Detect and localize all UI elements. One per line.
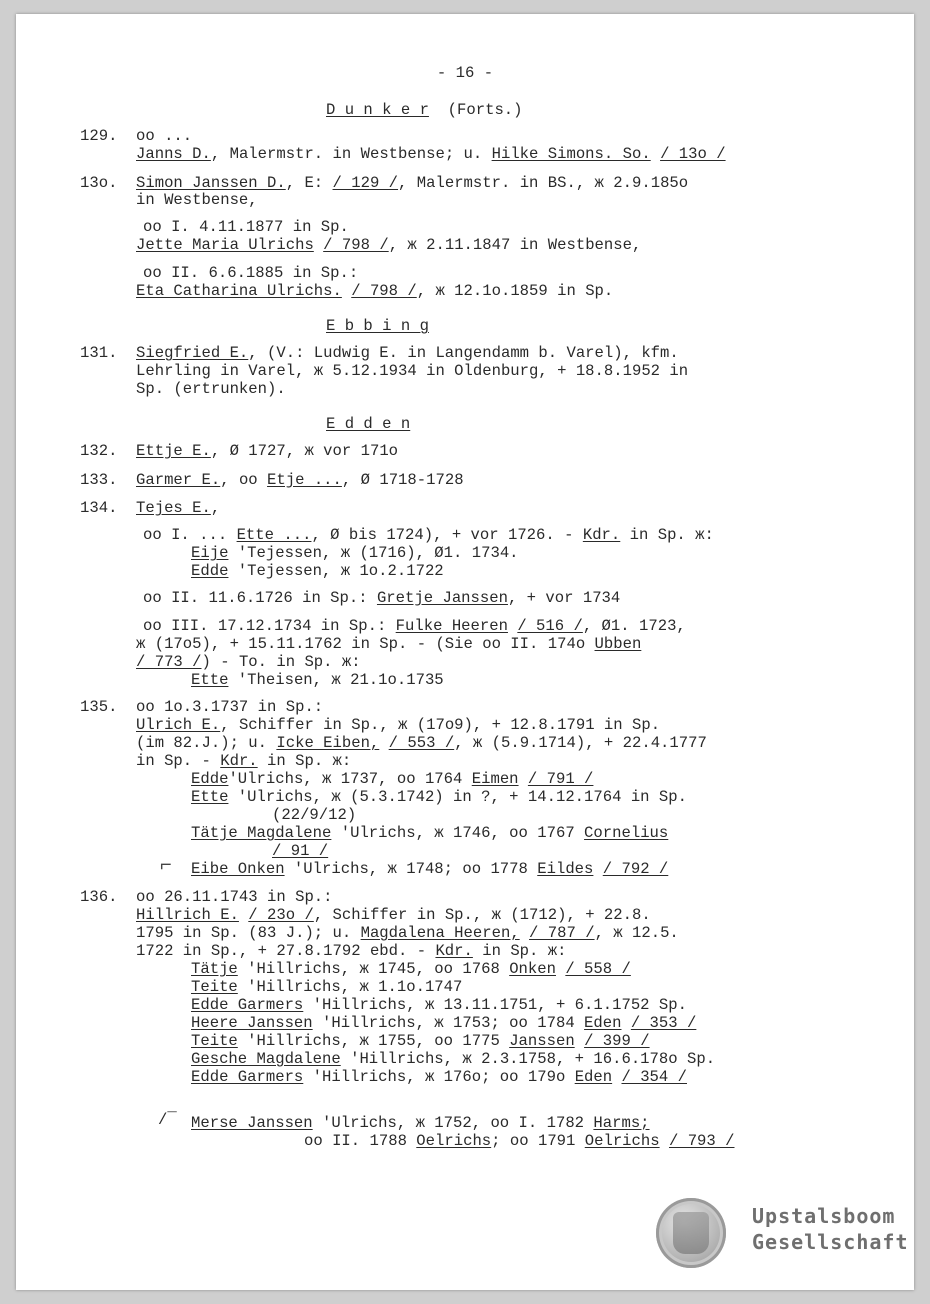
entry-line <box>136 734 707 752</box>
entry-text: 'Theisen, ж 21.1o.1735 <box>228 671 444 689</box>
logo-text-line2: Gesellschaft <box>752 1230 909 1254</box>
entry-line <box>136 906 651 924</box>
entry-number: 132. <box>80 442 118 460</box>
entry-text: 'Tejessen, ж 1o.2.1722 <box>228 562 444 580</box>
child-line <box>191 671 444 689</box>
heading-title: E d d e n <box>326 415 411 433</box>
entry-text: , Ø bis 1724), + vor 1726. - <box>311 526 583 544</box>
person-name: Garmer E. <box>136 471 221 489</box>
footnote-marker: ⌐ <box>160 854 172 876</box>
entry-number: 133. <box>80 471 118 489</box>
entry-line <box>136 942 566 960</box>
entry-text: 'Tejessen, ж (1716), Ø1. 1734. <box>228 544 519 562</box>
reference-link: / 13o / <box>660 145 726 163</box>
spouse-name: Ette ... <box>236 526 312 544</box>
entry-text: , Schiffer in Sp., ж (17o9), + 12.8.1791 in Sp. <box>220 716 661 734</box>
spouse-name: Onken <box>509 960 556 978</box>
entry-text: ж (17o5), + 15.11.1762 in Sp. - (Sie oo II. 174o <box>136 635 595 653</box>
children-label: Kdr. <box>582 526 621 544</box>
child-line <box>191 860 668 878</box>
entry-text: 'Ulrichs, ж 1737, oo 1764 <box>228 770 472 788</box>
reference-link: / 516 / <box>517 617 583 635</box>
reference-link: / 787 / <box>529 924 595 942</box>
child-line <box>191 1068 687 1086</box>
spouse-name: Hilke Simons. So. <box>491 145 651 163</box>
entry-text: , Schiffer in Sp., ж (1712), + 22.8. <box>313 906 651 924</box>
heading-suffix: (Forts.) <box>447 101 523 119</box>
entry-text: , ж 12.1o.1859 in Sp. <box>416 282 614 300</box>
person-name: Siegfried E. <box>136 344 249 362</box>
marriage-line: oo II. 6.6.1885 in Sp.: <box>143 264 359 282</box>
entry-line: Lehrling in Varel, ж 5.12.1934 in Oldenburg, + 18.8.1952 in <box>136 362 689 380</box>
entry-text: , + vor 1734 <box>507 589 621 607</box>
marriage-line: oo 26.11.1743 in Sp.: <box>136 888 333 906</box>
entry-text: ) - To. in Sp. ж: <box>201 653 361 671</box>
child-name: Heere Janssen <box>191 1014 313 1032</box>
spouse-name: Harms; <box>593 1114 650 1132</box>
marriage-line <box>143 617 686 635</box>
entry-text: oo II. 11.6.1726 in Sp.: <box>143 589 377 607</box>
child-name: Gesche Magdalene <box>191 1050 341 1068</box>
spouse-name: Icke Eiben, <box>276 734 380 752</box>
entry-text: , Ø 1727, ж vor 171o <box>210 442 399 460</box>
spouse-name: Fulke Heeren <box>395 617 508 635</box>
marriage-line: oo 1o.3.1737 in Sp.: <box>136 698 324 716</box>
spouse-name: Cornelius <box>584 824 669 842</box>
spouse-name: Janssen <box>509 1032 575 1050</box>
entry-text: 'Hillrichs, ж 176o; oo 179o <box>303 1068 575 1086</box>
entry-text: , oo <box>220 471 268 489</box>
child-line <box>191 1014 696 1032</box>
footnote-line <box>191 1114 650 1132</box>
spouse-name: Etje ... <box>267 471 342 489</box>
entry-text: ; oo 1791 <box>491 1132 585 1150</box>
entry-line <box>136 716 660 734</box>
child-line <box>191 1050 715 1068</box>
reference-link: / 798 / <box>351 282 417 300</box>
spouse-name: Eta Catharina Ulrichs. <box>136 282 342 300</box>
child-name: Edde Garmers <box>191 1068 304 1086</box>
child-line <box>191 1032 650 1050</box>
reference-link: / 129 / <box>332 174 399 192</box>
child-line <box>191 996 687 1014</box>
document-page <box>16 14 914 1290</box>
footnote-marker: /¯ <box>158 1111 177 1129</box>
entry-number: 13o. <box>80 174 118 192</box>
children-label: Kdr. <box>435 942 473 960</box>
entry-text: oo I. ... <box>143 526 237 544</box>
entry-text: 'Hillrichs, ж 1745, oo 1768 <box>237 960 510 978</box>
entry-number: 136. <box>80 888 118 906</box>
spouse-name: Oelrichs <box>584 1132 660 1150</box>
entry-text: 'Hillrichs, ж 13.11.1751, + 6.1.1752 Sp. <box>303 996 687 1014</box>
entry-line: Sp. (ertrunken). <box>136 380 286 398</box>
reference-link: / 558 / <box>565 960 631 978</box>
entry-text: , (V.: Ludwig E. in Langendamm b. Varel), kfm. <box>248 344 679 362</box>
entry-line <box>136 442 398 460</box>
reference-link: / 553 / <box>388 734 455 752</box>
child-name: Eibe Onken <box>191 860 285 878</box>
child-name: Edde Garmers <box>191 996 304 1014</box>
entry-number: 129. <box>80 127 118 145</box>
entry-line <box>136 653 361 671</box>
person-name: Tejes E. <box>136 499 211 517</box>
entry-text: in Sp. ж: <box>257 752 352 770</box>
marriage-line: oo I. 4.11.1877 in Sp. <box>143 218 349 236</box>
entry-text: oo II. 1788 <box>304 1132 417 1150</box>
section-heading-ebbing <box>326 317 429 335</box>
entry-line <box>136 344 679 362</box>
heading-title: D u n k e r <box>326 101 429 119</box>
child-name: Ette <box>191 671 229 689</box>
entry-line <box>136 499 220 517</box>
child-name: Tätje Magdalene <box>191 824 332 842</box>
entry-text: 'Hillrichs, ж 1753; oo 1784 <box>312 1014 585 1032</box>
footnote-line <box>304 1132 735 1150</box>
children-label: Kdr. <box>220 752 258 770</box>
entry-text: (im 82.J.); u. <box>136 734 277 752</box>
spouse-name: Ubben <box>594 635 642 653</box>
spouse-name: Eden <box>574 1068 613 1086</box>
entry-line <box>136 174 688 192</box>
child-line <box>191 960 631 978</box>
reference-link: / 791 / <box>527 770 594 788</box>
entry-line <box>136 924 679 942</box>
section-heading-dunker <box>326 101 523 119</box>
child-name: Edde <box>191 562 229 580</box>
entry-text: 'Ulrichs, ж 1748; oo 1778 <box>284 860 538 878</box>
child-line <box>191 824 668 842</box>
reference-link: / 399 / <box>584 1032 650 1050</box>
entry-text: 'Hillrichs, ж 1.1o.1747 <box>237 978 463 996</box>
reference-link: / 23o / <box>248 906 314 924</box>
child-line <box>191 788 687 806</box>
child-line <box>191 978 462 996</box>
entry-text: 'Ulrichs, ж (5.3.1742) in ?, + 14.12.1764 in Sp. <box>228 788 687 806</box>
child-name: Teite <box>191 1032 238 1050</box>
entry-number: 131. <box>80 344 118 362</box>
entry-text: 1722 in Sp., + 27.8.1792 ebd. - <box>136 942 436 960</box>
reference-link: / 353 / <box>630 1014 697 1032</box>
spouse-name: Magdalena Heeren, <box>360 924 520 942</box>
child-name: Ette <box>191 788 229 806</box>
entry-text: in Sp. ж: <box>620 526 714 544</box>
entry-line: oo ... <box>136 127 193 145</box>
entry-text: , <box>210 499 221 517</box>
child-line <box>191 544 519 562</box>
entry-text: , Malermstr. in BS., ж 2.9.185o <box>398 174 689 192</box>
entry-line <box>272 842 328 860</box>
spouse-name: Eimen <box>471 770 519 788</box>
spouse-name: Jette Maria Ulrichs <box>136 236 314 254</box>
entry-line <box>136 635 641 653</box>
entry-line: (22/9/12) <box>272 806 357 824</box>
spouse-name: Eden <box>584 1014 622 1032</box>
person-name: Janns D. <box>136 145 211 163</box>
entry-line <box>136 471 464 489</box>
entry-line: in Westbense, <box>136 191 258 209</box>
society-seal-logo <box>656 1198 726 1268</box>
spouse-name: Eildes <box>537 860 594 878</box>
person-name: Simon Janssen D. <box>136 174 286 192</box>
reference-link: / 793 / <box>668 1132 735 1150</box>
person-name: Ulrich E. <box>136 716 221 734</box>
entry-line <box>136 145 726 163</box>
entry-line <box>136 282 613 300</box>
child-name: Tätje <box>191 960 238 978</box>
reference-link: / 792 / <box>602 860 669 878</box>
entry-text: , Ø 1718-1728 <box>341 471 464 489</box>
entry-text: , ж 12.5. <box>594 924 679 942</box>
entry-line <box>136 752 351 770</box>
entry-text: 'Ulrichs, ж 1752, oo I. 1782 <box>312 1114 594 1132</box>
marriage-line <box>143 589 620 607</box>
entry-text: , Malermstr. in Westbense; u. <box>210 145 492 163</box>
entry-number: 135. <box>80 698 118 716</box>
spouse-name: Gretje Janssen <box>376 589 508 607</box>
child-line <box>191 562 444 580</box>
person-name: Hillrich E. <box>136 906 239 924</box>
spouse-name: Oelrichs <box>416 1132 492 1150</box>
entry-text: , Ø1. 1723, <box>582 617 686 635</box>
entry-text: 1795 in Sp. (83 J.); u. <box>136 924 361 942</box>
entry-text: in Sp. ж: <box>472 942 567 960</box>
entry-text: , E: <box>285 174 333 192</box>
entry-line <box>136 236 641 254</box>
entry-text: 'Hillrichs, ж 1755, oo 1775 <box>237 1032 510 1050</box>
reference-link: / 354 / <box>621 1068 687 1086</box>
entry-text: 'Ulrichs, ж 1746, oo 1767 <box>331 824 585 842</box>
entry-text: 'Hillrichs, ж 2.3.1758, + 16.6.178o Sp. <box>340 1050 716 1068</box>
seal-figure-icon <box>673 1212 709 1254</box>
child-name: Merse Janssen <box>191 1114 313 1132</box>
entry-text: , ж 2.11.1847 in Westbense, <box>388 236 642 254</box>
person-name: Ettje E. <box>136 442 211 460</box>
entry-text: oo III. 17.12.1734 in Sp.: <box>143 617 396 635</box>
logo-text-line1: Upstalsboom <box>752 1204 896 1228</box>
reference-link: / 91 / <box>272 842 329 860</box>
page-number: - 16 - <box>436 64 494 82</box>
reference-link: / 773 / <box>136 653 202 671</box>
entry-number: 134. <box>80 499 118 517</box>
child-name: Edde <box>191 770 229 788</box>
marriage-line <box>143 526 714 544</box>
entry-text: , ж (5.9.1714), + 22.4.1777 <box>454 734 707 752</box>
child-name: Eije <box>191 544 229 562</box>
child-name: Teite <box>191 978 238 996</box>
reference-link: / 798 / <box>323 236 389 254</box>
heading-title: E b b i n g <box>326 317 429 335</box>
child-line <box>191 770 593 788</box>
entry-text: in Sp. - <box>136 752 221 770</box>
section-heading-edden <box>326 415 410 433</box>
